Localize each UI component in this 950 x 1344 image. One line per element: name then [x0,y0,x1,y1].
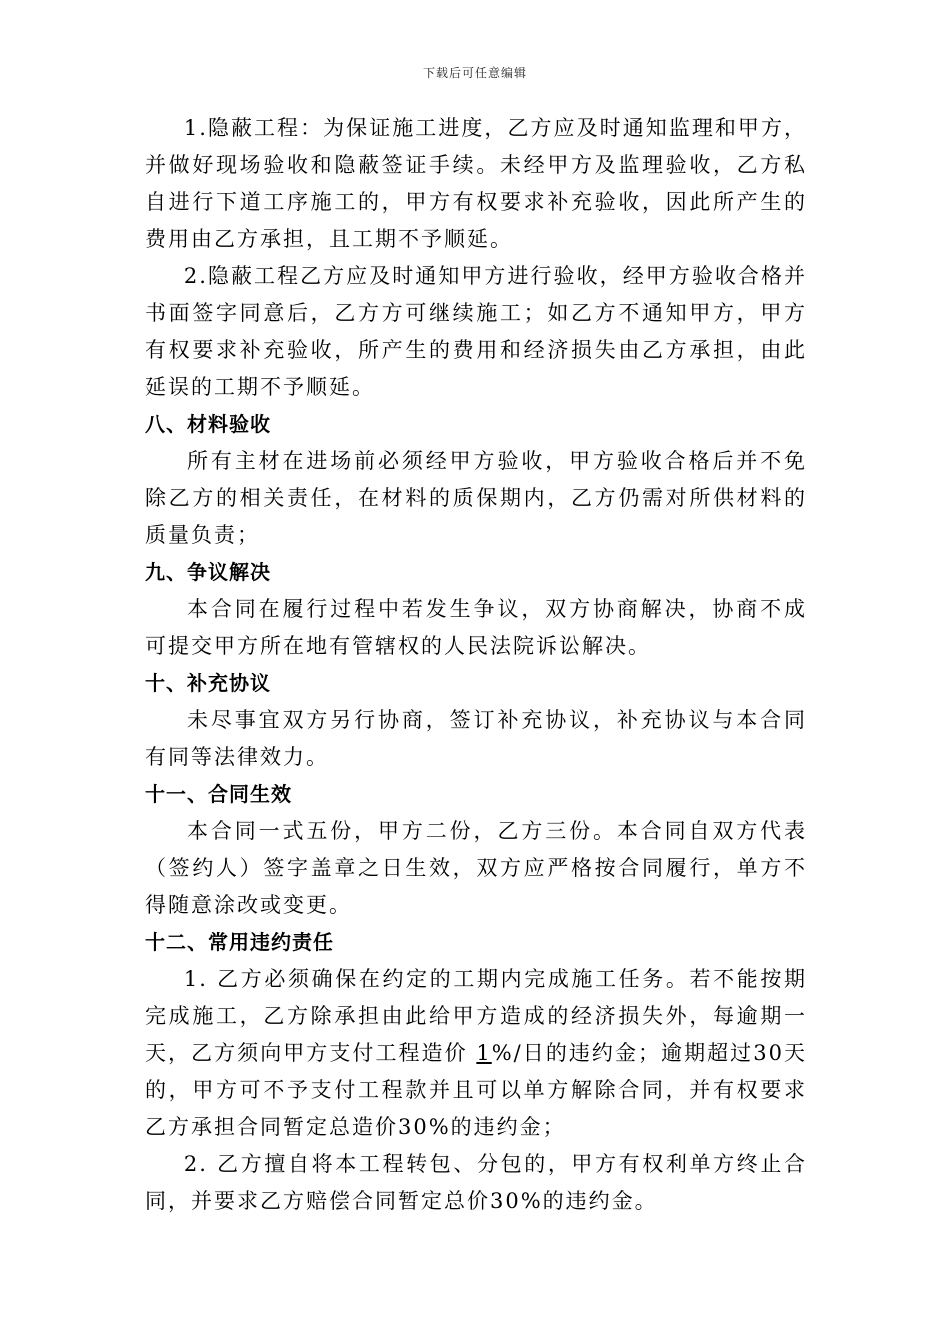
section-heading-materials: 八、材料验收 [145,412,271,436]
section-heading-supplement: 十、补充协议 [145,671,271,695]
clause-liability-1 [145,961,807,1146]
clause-supplement: 未尽事宜双方另行协商，签订补充协议，补充协议与本合同有同等法律效力。 [145,708,807,769]
clause-liability-2: 2. 乙方擅自将本工程转包、分包的，甲方有权利单方终止合同，并要求乙方赔偿合同暂定总价30%的违约金。 [145,1152,807,1213]
document-body [145,110,807,1220]
clause-effectiveness: 本合同一式五份，甲方二份，乙方三份。本合同自双方代表（签约人）签字盖章之日生效，双方应严格按合同履行，单方不得随意涂改或变更。 [145,819,807,917]
section-heading-liability: 十二、常用违约责任 [145,930,334,954]
section-heading-disputes: 九、争议解决 [145,560,271,584]
clause-concealed-works-2: 2.隐蔽工程乙方应及时通知甲方进行验收，经甲方验收合格并书面签字同意后，乙方方可继续施工；如乙方不通知甲方，甲方有权要求补充验收，所产生的费用和经济损失由乙方承担，由此延误的工期不予顺延。 [145,264,807,399]
clause-liability-1-text-a: 1. 乙方必须确保在约定的工期内完成施工任务。若不能按期完成施工，乙方除承担由此给甲方造成的经济损失外，每逾期一天，乙方须向甲方支付工程造价 [145,967,807,1065]
clause-liability-1-text-b: %/日的违约金；逾期超过30天的，甲方可不予支付工程款并且可以单方解除合同，并有权要求乙方承担合同暂定总造价30%的违约金； [145,1041,807,1139]
page-header: 下载后可任意编辑 [422,66,527,80]
clause-materials: 所有主材在进场前必须经甲方验收，甲方验收合格后并不免除乙方的相关责任，在材料的质保期内，乙方仍需对所供材料的质量负责； [145,449,807,547]
section-heading-effectiveness: 十一、合同生效 [145,782,292,806]
clause-concealed-works-1: 1.隐蔽工程：为保证施工进度，乙方应及时通知监理和甲方，并做好现场验收和隐蔽签证手续。未经甲方及监理验收，乙方私自进行下道工序施工的，甲方有权要求补充验收，因此所产生的费用由乙方承担，且工期不予顺延。 [145,116,807,251]
penalty-rate-underlined: 1 [476,1041,492,1065]
clause-disputes: 本合同在履行过程中若发生争议，双方协商解决，协商不成可提交甲方所在地有管辖权的人民法院诉讼解决。 [145,597,807,658]
